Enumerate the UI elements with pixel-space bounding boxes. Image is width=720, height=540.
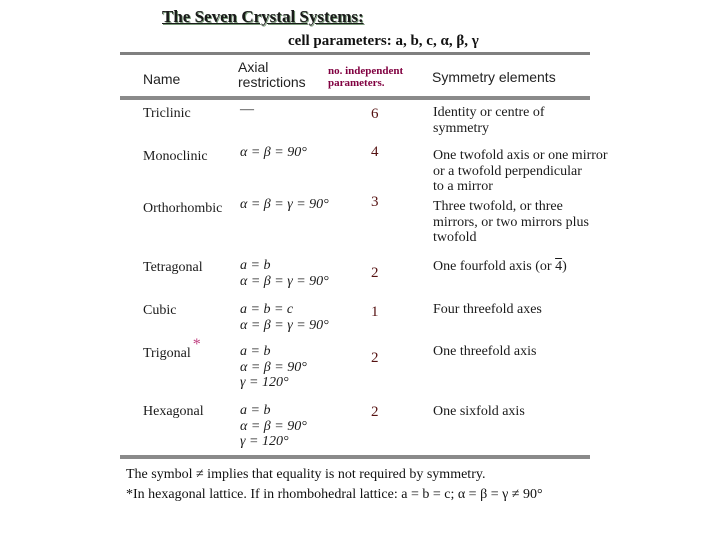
row-monoclinic-axial: α = β = 90° [240,145,307,160]
row-hexagonal-name: Hexagonal [143,404,204,419]
row-trigonal-name [143,336,201,362]
row-orthorhombic-count: 3 [371,194,379,210]
row-triclinic-symmetry-line1: Identity or centre of [433,105,545,120]
row-cubic-axial [240,302,329,333]
row-orthorhombic-symmetry-line1: Three twofold, or three [433,199,563,214]
row-trigonal-symmetry: One threefold axis [433,344,537,359]
row-hexagonal-count: 2 [371,404,379,420]
row-cubic-name: Cubic [143,303,177,318]
row-tetragonal-symmetry-text: One fourfold axis (or [433,259,556,274]
row-triclinic-name: Triclinic [143,106,191,121]
table-bottom-rule [120,455,590,459]
page-title: The Seven Crystal Systems: [162,7,364,26]
row-monoclinic-symmetry-line2: or a twofold perpendicular [433,163,582,179]
header-independent-line2: parameters. [328,77,385,89]
row-triclinic-symmetry-line2: symmetry [433,120,489,136]
row-monoclinic-symmetry [433,148,608,195]
row-tetragonal-axial [240,258,329,289]
row-tetragonal-name: Tetragonal [143,260,203,275]
row-trigonal-axial-line2: α = β = 90° [240,359,307,375]
row-orthorhombic-symmetry-line3: twofold [433,230,477,245]
row-trigonal-count: 2 [371,350,379,366]
header-independent-line1: no. independent [328,65,404,77]
row-monoclinic-symmetry-line1: One twofold axis or one mirror [433,148,608,163]
row-tetragonal-axial-line1: a = b [240,258,271,273]
row-hexagonal-axial [240,403,307,450]
row-cubic-axial-line1: a = b = c [240,302,294,317]
table-header-rule [120,96,590,100]
row-cubic-count: 1 [371,304,379,320]
row-trigonal-axial-line3: γ = 120° [240,375,289,390]
row-hexagonal-axial-line1: a = b [240,403,271,418]
footnote-symbol: The symbol ≠ implies that equality is not required by symmetry. [126,467,486,482]
header-independent-parameters [328,65,403,89]
row-orthorhombic-symmetry [433,199,589,246]
row-triclinic-axial: — [240,102,254,117]
header-axial-line2: restrictions [238,74,306,90]
row-tetragonal-symmetry [433,259,567,275]
row-orthorhombic-name: Orthorhombic [143,201,223,216]
header-symmetry: Symmetry elements [432,69,556,85]
row-hexagonal-axial-line2: α = β = 90° [240,418,307,434]
footnote-lattice: *In hexagonal lattice. If in rhombohedral lattice: a = b = c; α = β = γ ≠ 90° [126,487,543,502]
header-axial-line1: Axial [238,59,269,75]
row-triclinic-count: 6 [371,106,379,122]
row-monoclinic-name: Monoclinic [143,149,208,164]
row-cubic-axial-line2: α = β = γ = 90° [240,317,329,333]
row-triclinic-symmetry [433,105,545,136]
row-cubic-symmetry: Four threefold axes [433,302,542,317]
row-tetragonal-count: 2 [371,265,379,281]
row-hexagonal-symmetry: One sixfold axis [433,404,525,419]
row-monoclinic-count: 4 [371,144,379,160]
row-tetragonal-symmetry-bar: 4 [555,259,563,274]
row-orthorhombic-symmetry-line2: mirrors, or two mirrors plus [433,214,589,230]
row-orthorhombic-axial: α = β = γ = 90° [240,197,329,212]
header-axial [238,60,306,90]
row-trigonal-asterisk: * [192,336,201,353]
row-trigonal-name-text: Trigonal [143,346,191,361]
row-trigonal-axial-line1: a = b [240,344,271,359]
subtitle: cell parameters: a, b, c, α, β, γ [288,33,479,49]
row-tetragonal-symmetry-close: ) [562,259,567,274]
row-trigonal-axial [240,344,307,391]
row-hexagonal-axial-line3: γ = 120° [240,434,289,449]
table-top-rule [120,52,590,55]
row-tetragonal-axial-line2: α = β = γ = 90° [240,273,329,289]
row-monoclinic-symmetry-line3: to a mirror [433,179,493,194]
header-name: Name [143,71,181,87]
